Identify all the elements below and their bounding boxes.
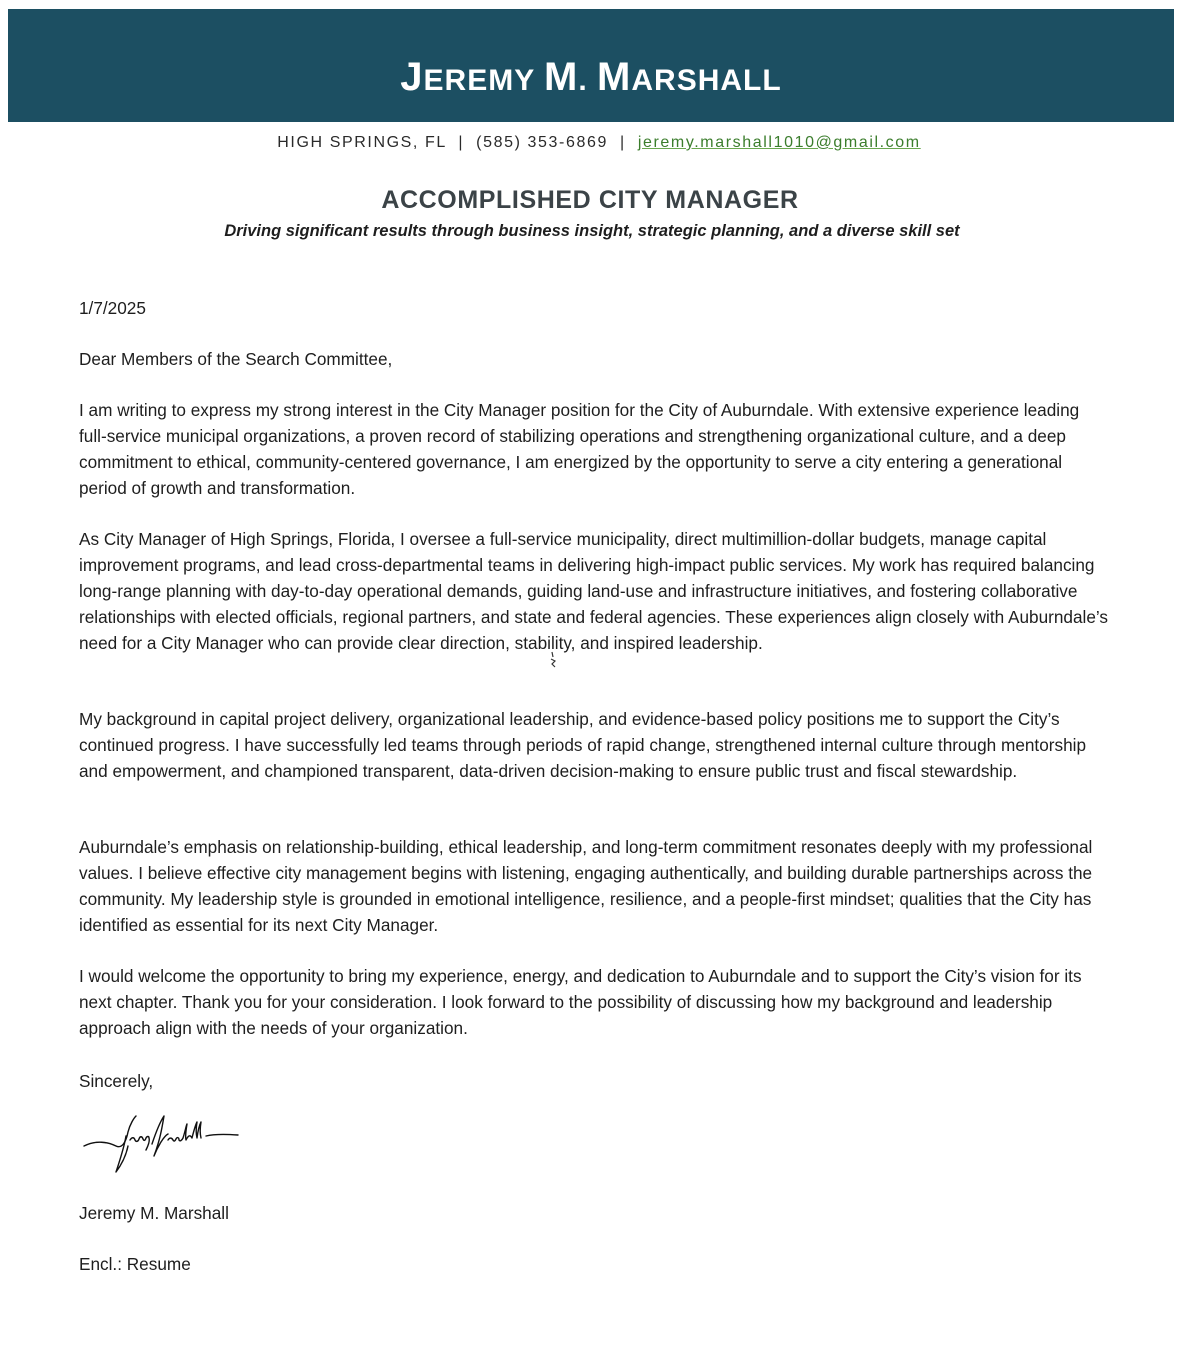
- contact-separator: |: [620, 134, 626, 151]
- contact-location: HIGH SPRINGS, FL: [277, 134, 447, 151]
- letter-date: 1/7/2025: [79, 298, 146, 318]
- header-banner: [8, 9, 1174, 122]
- name-initial: J: [400, 55, 424, 99]
- letter-closing: Sincerely,: [79, 1071, 154, 1091]
- name-rest: .: [578, 64, 588, 97]
- signer-name: Jeremy M. Marshall: [79, 1203, 229, 1223]
- letter-paragraph: I would welcome the opportunity to bring my experience, energy, and dedication to Auburndale and to support the City’s vision for its next chapter. Thank you for your consideration. I look forward to the possibility of discussing how my background and leadership approach align with the needs of your organization.: [79, 966, 1082, 1038]
- name-initial: M: [597, 55, 632, 99]
- contact-email-link[interactable]: jeremy.marshall1010@gmail.com: [637, 134, 921, 151]
- letter-paragraph: My background in capital project delivery, organizational leadership, and evidence-based policy positions me to support the City’s continued progress. I have successfully led teams through periods of rapid change, strengthened internal culture through mentorship and empowerment, and championed transparent, data-driven decision-making to ensure public trust and fiscal stewardship.: [79, 709, 1087, 781]
- enclosure-note: Encl.: Resume: [79, 1254, 191, 1274]
- contact-line: [0, 134, 1198, 152]
- letter-paragraph: Auburndale’s emphasis on relationship-building, ethical leadership, and long-term commitment resonates deeply with my professional values. I believe effective city management begins with listening, engaging authentically, and building durable partnerships across the community. My leadership style is grounded in emotional intelligence, resilience, and a people-first mindset; qualities that the City has identified as essential for its next City Manager.: [79, 837, 1093, 935]
- signature-image: [82, 1112, 242, 1174]
- professional-title: ACCOMPLISHED CITY MANAGER: [381, 186, 799, 214]
- letter-salutation: Dear Members of the Search Committee,: [79, 349, 393, 369]
- name-rest: ARSHALL: [631, 64, 782, 97]
- contact-phone: (585) 353-6869: [476, 134, 608, 151]
- professional-tagline: Driving significant results through business insight, strategic planning, and a diverse skill set: [224, 222, 960, 240]
- scan-artifact-mark: [549, 651, 557, 669]
- letter-paragraph: As City Manager of High Springs, Florida, I oversee a full-service municipality, direct multimillion-dollar budgets, manage capital improvement programs, and lead cross-departmental teams in delivering high-impact public services. My work has required balancing long-range planning with day-to-day operational demands, guiding land-use and infrastructure initiatives, and fostering collaborative relationships with elected officials, regional partners, and state and federal agencies. These experiences align closely with Auburndale’s need for a City Manager who can provide clear direction, stability, and inspired leadership.: [79, 529, 1109, 653]
- name-initial: M: [544, 55, 579, 99]
- letter-paragraph: I am writing to express my strong interest in the City Manager position for the City of Auburndale. With extensive experience leading full-service municipal organizations, a proven record of stabilizing operations and strengthening organizational culture, and a deep commitment to ethical, community-centered governance, I am energized by the opportunity to serve a city entering a generational period of growth and transformation.: [79, 400, 1080, 498]
- name-rest: EREMY: [423, 64, 535, 97]
- applicant-name: [400, 55, 781, 100]
- contact-separator: |: [458, 134, 465, 151]
